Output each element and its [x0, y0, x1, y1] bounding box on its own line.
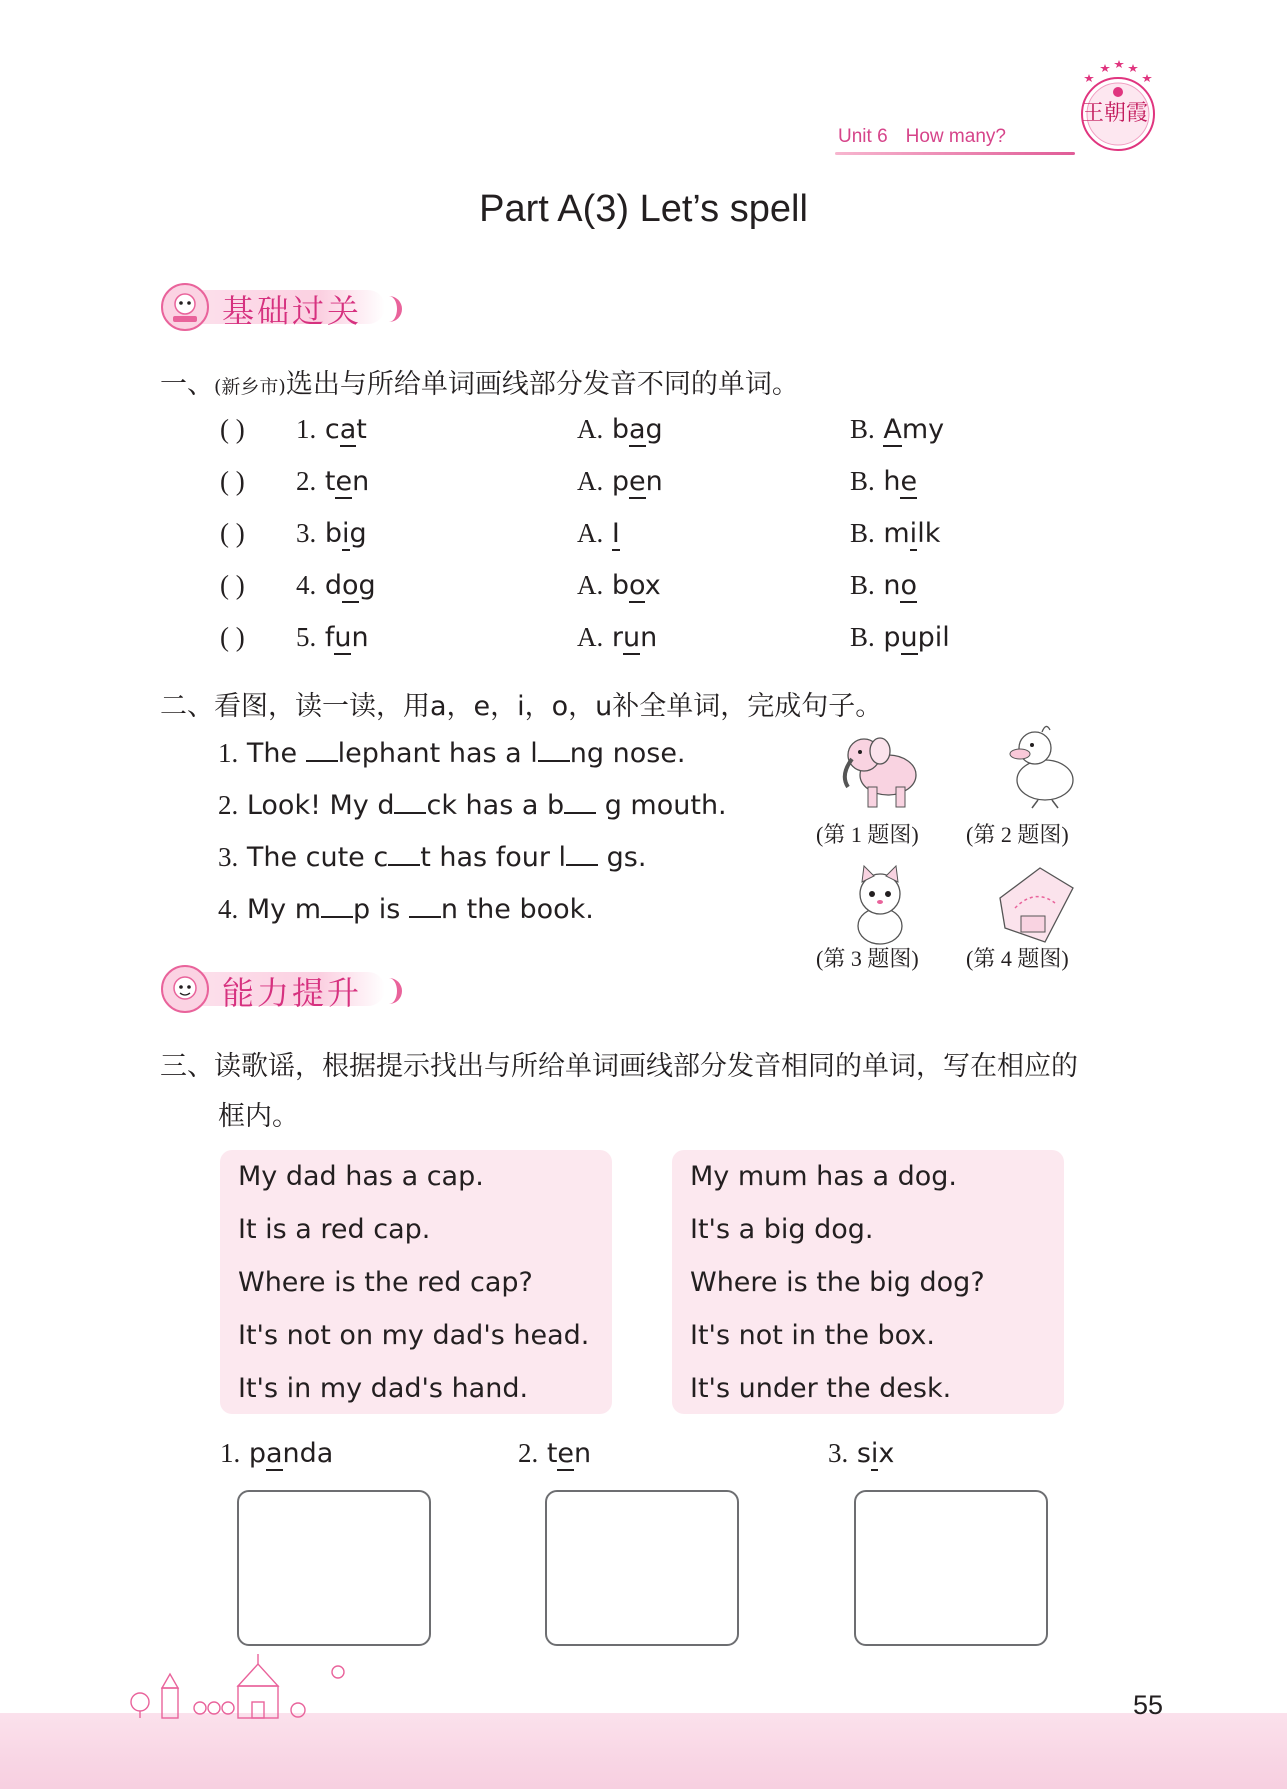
answer-blank[interactable] — [388, 842, 420, 866]
q2-sentence-1: 1. The lephant has a l ng nose. — [218, 738, 686, 769]
poem-line: My dad has a cap. — [238, 1161, 484, 1192]
q3-word-2: 2. ten — [518, 1438, 592, 1469]
option-a: A. bag — [577, 414, 663, 445]
unit-label: Unit 6 — [838, 126, 888, 147]
q3-instruction-cont: 框内。 — [218, 1101, 299, 1132]
poem-line: It's under the desk. — [690, 1373, 952, 1404]
q1-word: 5. fun — [296, 622, 369, 653]
q3-heading — [160, 1044, 1078, 1083]
answer-blank[interactable] — [306, 738, 338, 762]
q3-word-1: 1. panda — [220, 1438, 334, 1469]
q1-instruction: 选出与所给单词画线部分发音不同的单词。 — [285, 369, 799, 400]
poem-line: My mum has a dog. — [690, 1161, 957, 1192]
unit-header — [838, 126, 1024, 148]
q2-number: 二、 — [160, 691, 214, 722]
cartoon-badge-icon — [160, 282, 210, 332]
castle-decoration-icon — [120, 1650, 420, 1720]
elephant-picture-icon — [830, 725, 930, 815]
option-a: A. run — [577, 622, 658, 653]
q1-number: 一、 — [160, 369, 214, 400]
poem-line: It is a red cap. — [238, 1214, 431, 1245]
q1-word: 3. big — [296, 518, 367, 549]
q2-instruction: 看图，读一读，用a，e，i，o，u补全单词，完成句子。 — [214, 691, 883, 722]
q3-instruction: 读歌谣，根据提示找出与所给单词画线部分发音相同的单词，写在相应的 — [214, 1051, 1078, 1082]
q1-word: 1. cat — [296, 414, 367, 445]
cat-picture-icon — [830, 860, 930, 950]
q2-sentence-4: 4. My m p is n the book. — [218, 894, 594, 925]
poem-line: It's not in the box. — [690, 1320, 935, 1351]
picture-caption-4: (第 4 题图) — [966, 946, 1069, 971]
option-b: B. Amy — [850, 414, 945, 445]
option-b: B. no — [850, 570, 918, 601]
footer-band — [0, 1713, 1287, 1789]
duck-picture-icon — [990, 718, 1090, 813]
poem-line: It's not on my dad's head. — [238, 1320, 590, 1351]
q1-heading — [160, 362, 799, 401]
answer-blank[interactable] — [564, 790, 596, 814]
answer-blank[interactable] — [394, 790, 426, 814]
header-underline — [835, 152, 1075, 155]
poem-line: Where is the big dog? — [690, 1267, 985, 1298]
map-picture-icon — [985, 858, 1085, 950]
poem-line: It's a big dog. — [690, 1214, 874, 1245]
option-a: A. box — [577, 570, 661, 601]
answer-blank[interactable] — [566, 842, 598, 866]
q1-source: (新乡市) — [214, 376, 286, 398]
answer-box-3[interactable] — [854, 1490, 1048, 1646]
logo-text: 王朝霞 — [1082, 101, 1149, 126]
answer-paren[interactable]: ( ) — [220, 414, 245, 444]
option-b: B. he — [850, 466, 918, 497]
page-number: 55 — [1133, 1690, 1164, 1720]
answer-paren[interactable]: ( ) — [220, 466, 245, 496]
section-banner-advanced — [160, 960, 400, 1010]
poem-left — [220, 1150, 612, 1414]
picture-caption-3: (第 3 题图) — [816, 946, 919, 971]
answer-paren[interactable]: ( ) — [220, 518, 245, 548]
option-a: A. pen — [577, 466, 663, 497]
answer-blank[interactable] — [538, 738, 570, 762]
answer-paren[interactable]: ( ) — [220, 622, 245, 652]
option-b: B. pupil — [850, 622, 950, 653]
section-title-advanced: 能力提升 — [222, 974, 363, 1012]
q3-number: 三、 — [160, 1051, 214, 1082]
q2-heading — [160, 684, 882, 723]
section-title-basic: 基础过关 — [222, 292, 363, 330]
answer-blank[interactable] — [409, 894, 441, 918]
poem-right — [672, 1150, 1064, 1414]
q3-word-3: 3. six — [828, 1438, 895, 1469]
answer-box-1[interactable] — [237, 1490, 431, 1646]
poem-line: It's in my dad's hand. — [238, 1373, 529, 1404]
option-a: A. I — [577, 518, 620, 549]
poem-line: Where is the red cap? — [238, 1267, 533, 1298]
q1-word: 2. ten — [296, 466, 370, 497]
section-banner-basic — [160, 278, 400, 328]
answer-paren[interactable]: ( ) — [220, 570, 245, 600]
page-title: Part A(3) Let’s spell — [479, 188, 808, 230]
q1-word: 4. dog — [296, 570, 376, 601]
picture-caption-2: (第 2 题图) — [966, 822, 1069, 847]
answer-box-2[interactable] — [545, 1490, 739, 1646]
option-b: B. milk — [850, 518, 941, 549]
q2-sentence-2: 2. Look! My d ck has a b g mouth. — [218, 790, 727, 821]
picture-caption-1: (第 1 题图) — [816, 822, 919, 847]
cartoon-badge-icon — [160, 964, 210, 1014]
unit-title: How many? — [905, 126, 1006, 147]
q2-sentence-3: 3. The cute c t has four l gs. — [218, 842, 647, 873]
answer-blank[interactable] — [321, 894, 353, 918]
